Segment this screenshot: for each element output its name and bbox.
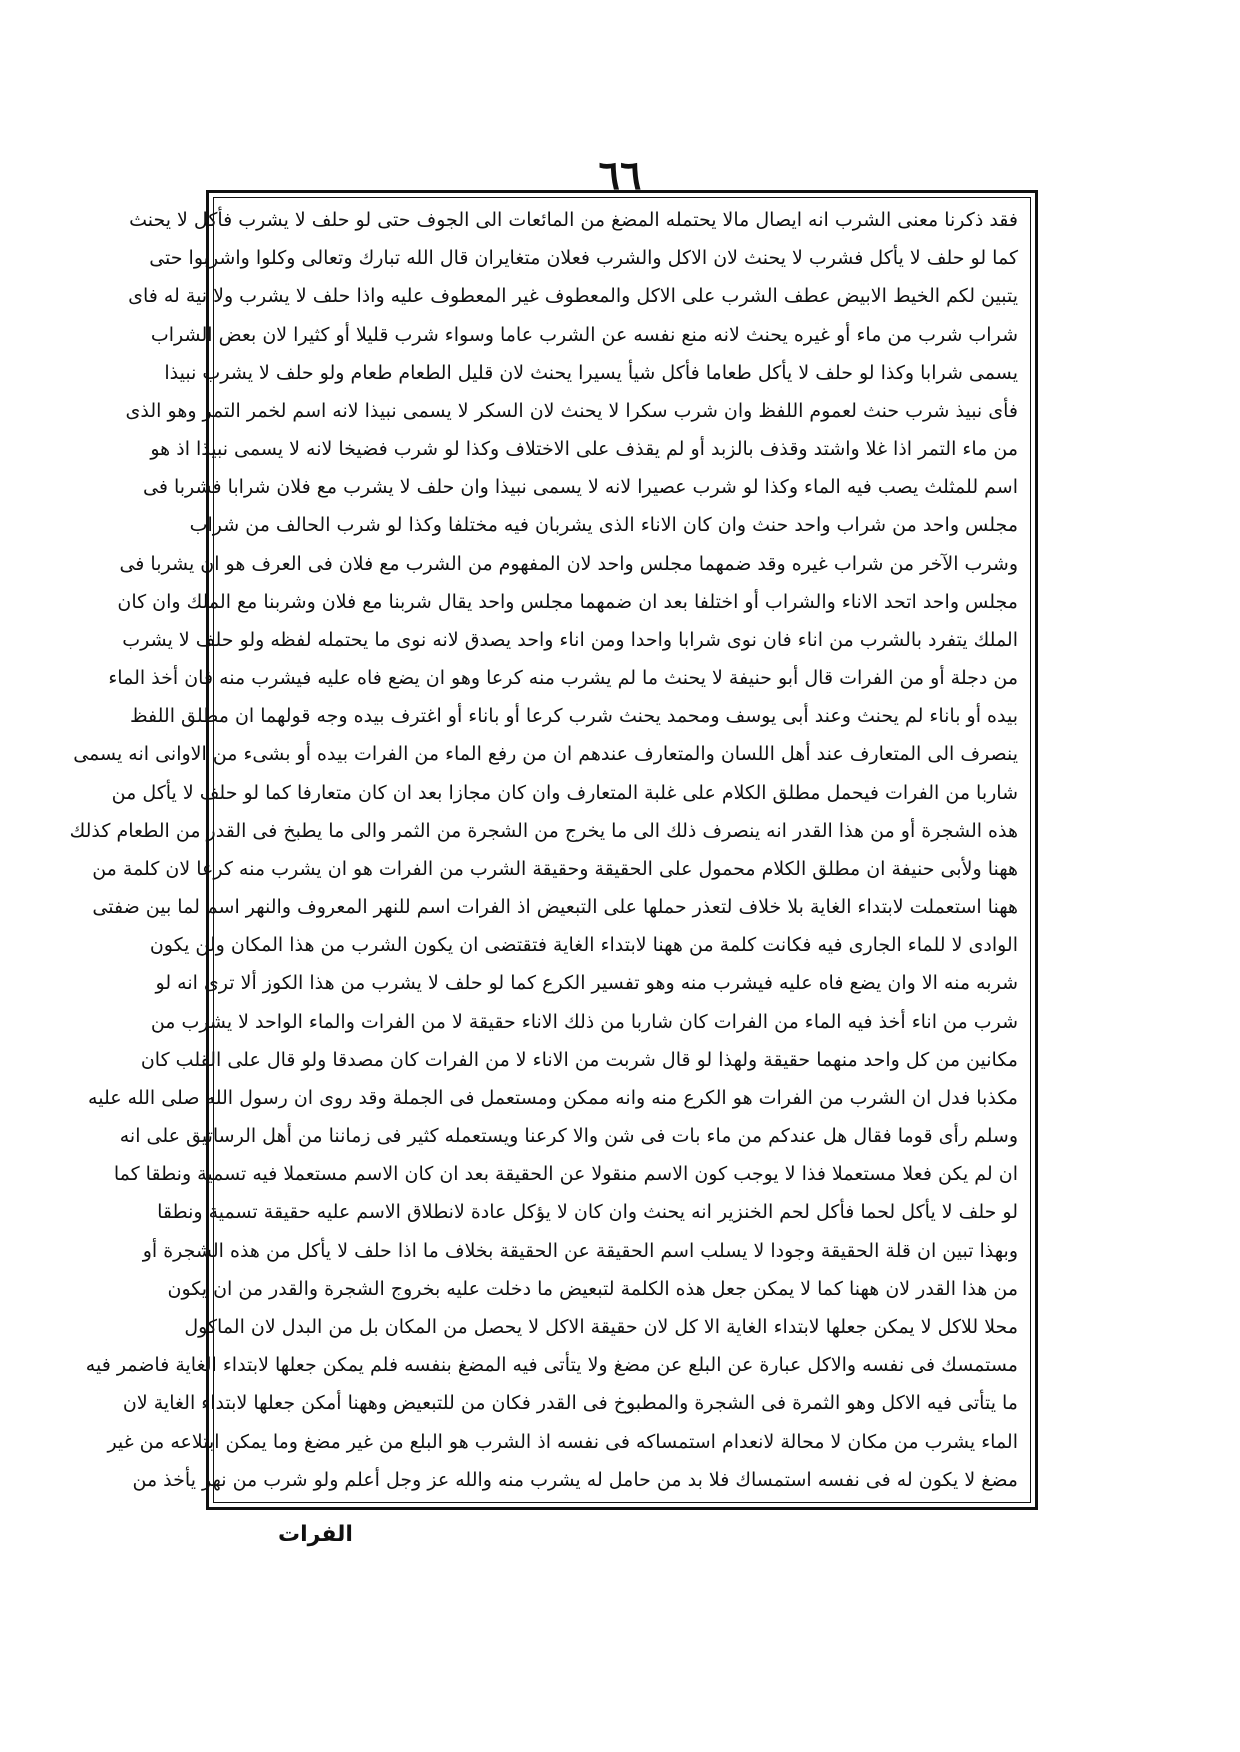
text-line: كما لو حلف لا يأكل فشرب لا يحنث لان الاكل والشرب فعلان متغايران قال الله تبارك وتعالى وكلوا واشربوا حتى bbox=[149, 247, 1018, 270]
main-text-block bbox=[69, 205, 1018, 1495]
text-line: وشرب الآخر من شراب غيره وقد ضمهما مجلس واحد لان المفهوم من الشرب مع فلان فى العرف هو ان يشربا فى bbox=[119, 552, 1018, 575]
text-line: اسم للمثلث يصب فيه الماء وكذا لو شرب عصيرا لانه لا يسمى نبيذا وان حلف لا يشرب مع فلان شرابا فشربا فى bbox=[143, 476, 1018, 499]
text-line: الوادى لا للماء الجارى فيه فكانت كلمة من ههنا لابتداء الغاية فتقتضى ان يكون الشرب من هذا المكان ولن يكون bbox=[149, 934, 1018, 957]
text-line: مجلس واحد اتحد الاناء والشراب أو اختلفا بعد ان ضمهما مجلس واحد يقال شربنا مع فلان وشربنا مع الملك وان كان bbox=[117, 590, 1018, 613]
text-line: من دجلة أو من الفرات قال أبو حنيفة لا يحنث ما لم يشرب منه كرعا وهو ان يضع فاه عليه فيشرب منه فان أخذ الماء bbox=[108, 667, 1018, 690]
text-line: فقد ذكرنا معنى الشرب انه ايصال مالا يحتمله المضغ من المائعات الى الجوف حتى لو حلف لا يشرب فأكل لا يحنث bbox=[129, 209, 1018, 231]
page-number: ٦٦ bbox=[598, 152, 642, 199]
text-line: الماء يشرب من مكان لا محالة لانعدام استمساكه فى نفسه اذ الشرب هو البلع من غير مضغ وما يمكن ابتلاعه من غير bbox=[107, 1430, 1018, 1453]
text-line: مضغ لا يكون له فى نفسه استمساك فلا بد من حامل له يشرب منه والله عز وجل أعلم ولو شرب من نهر يأخذ من bbox=[132, 1468, 1018, 1491]
text-line: يتبين لكم الخيط الابيض عطف الشرب على الاكل والمعطوف غير المعطوف عليه واذا حلف لا يشرب ولا نية له فاى bbox=[128, 285, 1018, 308]
text-line: هذه الشجرة أو من هذا القدر انه ينصرف ذلك الى ما يخرج من الشجرة من الثمر والى ما يطبخ فى القدر من الطعام كذلك bbox=[69, 819, 1018, 842]
text-line: وبهذا تبين ان قلة الحقيقة وجودا لا يسلب اسم الحقيقة عن الحقيقة بخلاف ما اذا حلف لا يأكل من هذه الشجرة أو bbox=[142, 1239, 1018, 1262]
text-line: بيده أو باناء لم يحنث وعند أبى يوسف ومحمد يحنث شرب كرعا أو باناء أو اغترف بيده وجه قولهما ان مطلق اللفظ bbox=[129, 705, 1018, 728]
text-line: من ماء التمر اذا غلا واشتد وقذف بالزبد أو لم يقذف على الاختلاف وكذا لو شرب فضيخا لانه لا يسمى نبيذا اذ هو bbox=[150, 438, 1018, 461]
text-line: الملك يتفرد بالشرب من اناء فان نوى شرابا واحدا ومن اناء واحد يصدق لانه نوى ما يحتمله لفظه ولو حلف لا يشرب bbox=[122, 628, 1018, 651]
text-line: ما يتأتى فيه الاكل وهو الثمرة فى الشجرة والمطبوخ فى القدر فكان من للتبعيض وههنا أمكن جعلها لابتداء الغاية لان bbox=[122, 1392, 1018, 1415]
text-line: شراب شرب من ماء أو غيره يحنث لانه منع نفسه عن الشرب عاما وسواء شرب قليلا أو كثيرا لان بعض الشراب bbox=[150, 323, 1018, 346]
text-line: شربه منه الا وان يضع فاه عليه فيشرب منه وهو تفسير الكرع كما لو حلف لا يشرب من هذا الكوز ألا ترى انه لو bbox=[155, 972, 1018, 995]
text-line: وسلم رأى قوما فقال هل عندكم من ماء بات فى شن والا كرعنا ويستعمله كثير فى زماننا من أهل الرساتيق على انه bbox=[119, 1125, 1018, 1148]
text-line: ان لم يكن فعلا مستعملا فذا لا يوجب كون الاسم منقولا عن الحقيقة بعد ان كان الاسم مستعملا فيه تسمية ونطقا كما bbox=[113, 1163, 1018, 1186]
text-line: مجلس واحد من شراب واحد حنث وان كان الاناء الذى يشربان فيه مختلفا وكذا لو شرب الحالف من شراب bbox=[189, 514, 1018, 537]
text-line: فأى نبيذ شرب حنث لعموم اللفظ وان شرب سكرا لا يحنث لان السكر لا يسمى نبيذا لانه اسم لخمر التمر وهو الذى bbox=[125, 399, 1018, 422]
text-line: لو حلف لا يأكل لحما فأكل لحم الخنزير انه يحنث وان كان لا يؤكل عادة لانطلاق الاسم عليه حقيقة تسمية ونطقا bbox=[157, 1201, 1018, 1224]
text-line: شرب من اناء أخذ فيه الماء من الفرات كان شاربا من ذلك الاناء حقيقة لا من الفرات والماء الواحد لا يشرب من bbox=[150, 1010, 1018, 1033]
catchword: الفرات bbox=[278, 1522, 353, 1547]
text-line: مكانين من كل واحد منهما حقيقة ولهذا لو قال شربت من الاناء لا من الفرات كان مصدقا ولو قال على القلب كان bbox=[140, 1048, 1018, 1071]
text-line: ههنا استعملت لابتداء الغاية بلا خلاف لتعذر حملها على التبعيض اذ الفرات اسم للنهر المعروف والنهر اسم لما بين ضفتى bbox=[92, 896, 1018, 919]
text-line: يسمى شرابا وكذا لو حلف لا يأكل طعاما فأكل شيأ يسيرا يحنث لان قليل الطعام طعام ولو حلف لا يشرب نبيذا bbox=[164, 361, 1018, 384]
text-line: مستمسك فى نفسه والاكل عبارة عن البلع عن مضغ ولا يتأتى فيه المضغ بنفسه فلم يمكن جعلها لابتداء الغاية فاضمر فيه bbox=[85, 1354, 1018, 1377]
text-line: من هذا القدر لان ههنا كما لا يمكن جعل هذه الكلمة لتبعيض ما دخلت عليه بخروج الشجرة والقدر من ان يكون bbox=[167, 1277, 1018, 1300]
text-line: شاربا من الفرات فيحمل مطلق الكلام على غلبة المتعارف وان كان مجازا بعد ان كان متعارفا كما لو حلف لا يأكل من bbox=[111, 781, 1018, 804]
text-line: محلا للاكل لا يمكن جعلها لابتداء الغاية الا كل لان حقيقة الاكل لا يحصل من المكان بل من البدل لان الماكول bbox=[184, 1315, 1018, 1338]
text-line: ههنا ولأبى حنيفة ان مطلق الكلام محمول على الحقيقة وحقيقة الشرب من الفرات هو ان يشرب منه كرعا لان كلمة من bbox=[92, 857, 1018, 880]
text-line: مكذبا فدل ان الشرب من الفرات هو الكرع منه وانه ممكن ومستعمل فى الجملة وقد روى ان رسول الله صلى الله عليه bbox=[88, 1086, 1018, 1109]
text-line: ينصرف الى المتعارف عند أهل اللسان والمتعارف عندهم ان من رفع الماء من الفرات بيده أو بشىء من الاوانى انه يسمى bbox=[73, 743, 1018, 766]
